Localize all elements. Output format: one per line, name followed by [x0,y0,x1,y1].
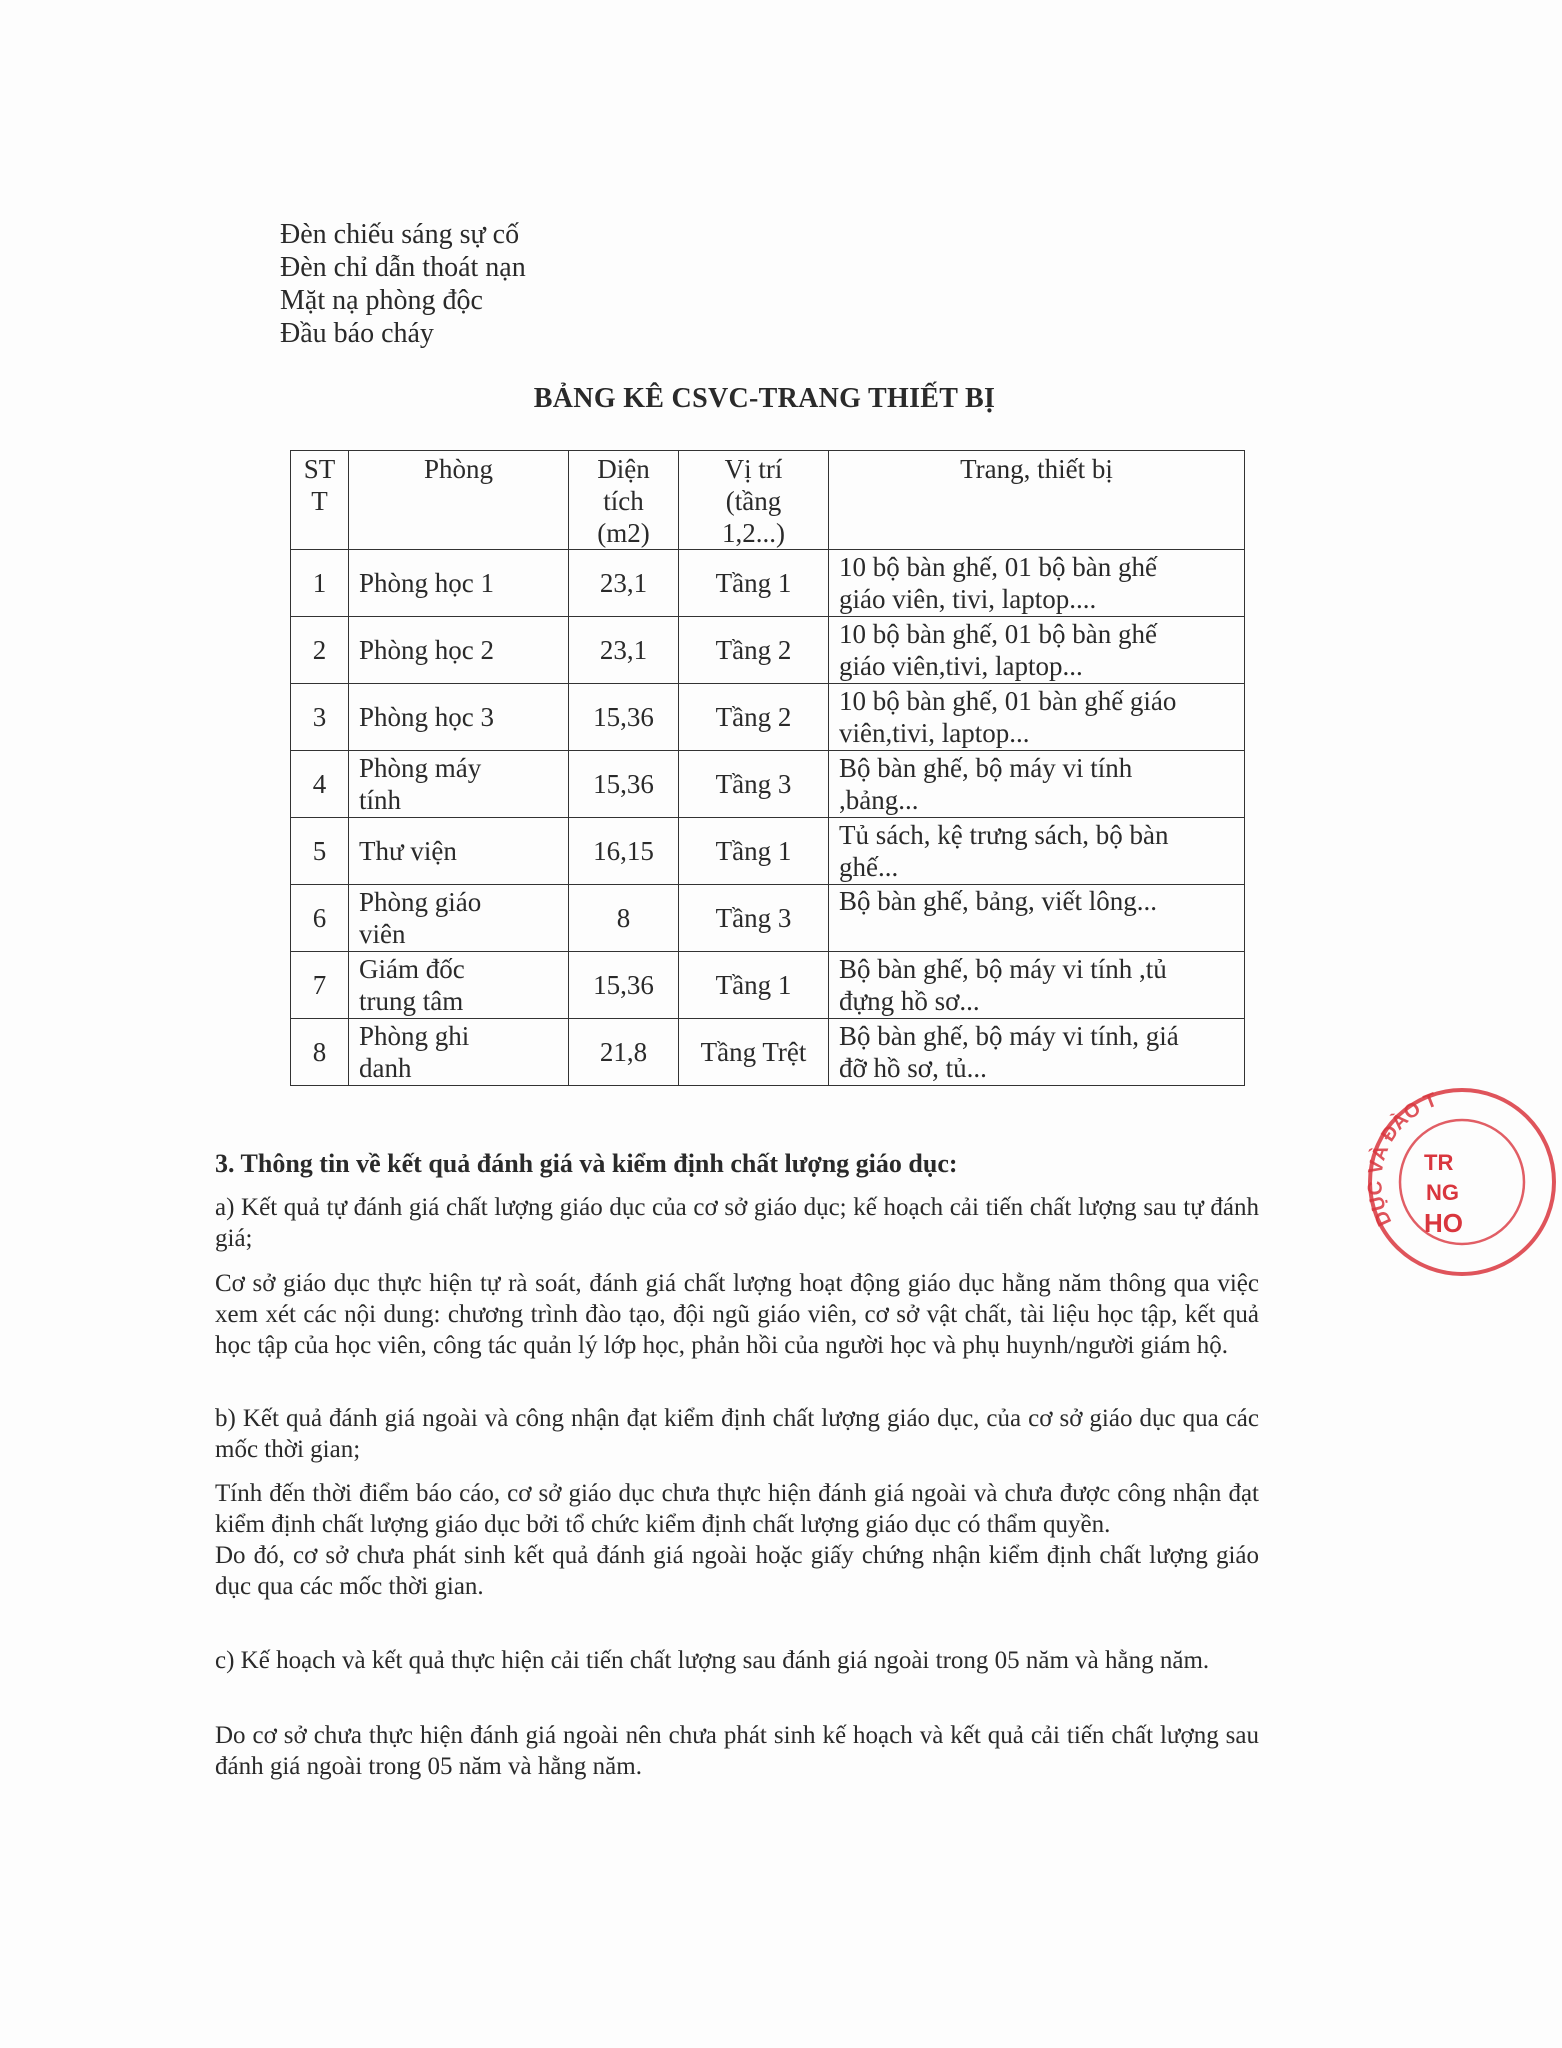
cell-position: Tầng 1 [679,818,829,885]
cell-equipment: 10 bộ bàn ghế, 01 bộ bàn ghế giáo viên,tivi, laptop... [829,617,1245,684]
cell-room: Phòng ghi danh [349,1019,569,1086]
cell-stt: 6 [291,885,349,952]
cell-area: 8 [569,885,679,952]
table-title: BẢNG KÊ CSVC-TRANG THIẾT BỊ [533,383,996,414]
svg-text:NG: NG [1426,1180,1459,1205]
cell-room: Thư viện [349,818,569,885]
table-row [291,1019,1245,1086]
cell-stt: 2 [291,617,349,684]
cell-area: 23,1 [569,617,679,684]
paragraph: b) Kết quả đánh giá ngoài và công nhận đạt kiểm định chất lượng giáo dục, của cơ sở giáo dục qua các mốc thời gian; [215,1405,1259,1463]
header-stt: ST T [291,451,349,550]
section-heading: 3. Thông tin về kết quả đánh giá và kiểm định chất lượng giáo dục: [215,1149,958,1178]
equipment-item: Đèn chiếu sáng sự cố [280,219,520,250]
cell-stt: 8 [291,1019,349,1086]
cell-area: 16,15 [569,818,679,885]
cell-equipment: Bộ bàn ghế, bộ máy vi tính, giá đỡ hồ sơ, tủ... [829,1019,1245,1086]
paragraph: Cơ sở giáo dục thực hiện tự rà soát, đánh giá chất lượng hoạt động giáo dục hằng năm thông qua việc xem xét các nội dung: chương trình đào tạo, đội ngũ giáo viên, cơ sở vật chất, tài liệu học tập, kết quả học tập của học viên, công tác quản lý lớp học, phản hồi của người học và phụ huynh/người giám hộ. [215,1270,1259,1359]
paragraph: c) Kế hoạch và kết quả thực hiện cải tiến chất lượng sau đánh giá ngoài trong 05 năm và hằng năm. [215,1647,1210,1674]
cell-stt: 3 [291,684,349,751]
cell-area: 15,36 [569,684,679,751]
cell-stt: 4 [291,751,349,818]
paragraph: Tính đến thời điểm báo cáo, cơ sở giáo dục chưa thực hiện đánh giá ngoài và chưa được công nhận đạt kiểm định chất lượng giáo dục bởi tổ chức kiểm định chất lượng giáo dục có thẩm quyền. [215,1480,1259,1538]
cell-position: Tầng Trệt [679,1019,829,1086]
cell-position: Tầng 1 [679,952,829,1019]
cell-room: Giám đốc trung tâm [349,952,569,1019]
table-row [291,885,1245,952]
facilities-table [290,450,1245,1086]
cell-area: 15,36 [569,751,679,818]
cell-position: Tầng 3 [679,885,829,952]
cell-position: Tầng 2 [679,684,829,751]
section-3 [215,1148,1259,1179]
cell-equipment: Tủ sách, kệ trưng sách, bộ bàn ghế... [829,818,1245,885]
cell-area: 23,1 [569,550,679,617]
cell-area: 21,8 [569,1019,679,1086]
equipment-item: Đầu báo cháy [280,318,434,349]
section-3a-title [215,1192,1259,1254]
header-area: Diện tích (m2) [569,451,679,550]
section-3b-title [215,1403,1259,1465]
cell-position: Tầng 1 [679,550,829,617]
table-row [291,751,1245,818]
table-row [291,952,1245,1019]
cell-equipment: Bộ bàn ghế, bộ máy vi tính ,tủ đựng hồ sơ... [829,952,1245,1019]
header-room: Phòng [349,451,569,550]
equipment-item: Đèn chỉ dẫn thoát nạn [280,252,526,283]
cell-position: Tầng 2 [679,617,829,684]
table-row [291,684,1245,751]
table-row [291,550,1245,617]
paragraph: a) Kết quả tự đánh giá chất lượng giáo dục của cơ sở giáo dục; kế hoạch cải tiến chất lượng sau tự đánh giá; [215,1194,1259,1252]
cell-room: Phòng máy tính [349,751,569,818]
table-row [291,617,1245,684]
red-seal-stamp [1362,1082,1562,1282]
cell-area: 15,36 [569,952,679,1019]
cell-position: Tầng 3 [679,751,829,818]
cell-equipment: 10 bộ bàn ghế, 01 bộ bàn ghế giáo viên, tivi, laptop.... [829,550,1245,617]
cell-room: Phòng học 2 [349,617,569,684]
cell-stt: 5 [291,818,349,885]
header-equipment: Trang, thiết bị [829,451,1245,550]
section-3b-body [215,1478,1259,1602]
cell-room: Phòng giáo viên [349,885,569,952]
paragraph: Do cơ sở chưa thực hiện đánh giá ngoài nên chưa phát sinh kế hoạch và kết quả cải tiến chất lượng sau đánh giá ngoài trong 05 năm và hằng năm. [215,1722,1259,1780]
fire-safety-equipment-list [280,218,526,350]
section-3c-body [215,1720,1259,1782]
section-3c-title [215,1645,1259,1676]
cell-room: Phòng học 1 [349,550,569,617]
header-position: Vị trí (tầng 1,2...) [679,451,829,550]
cell-stt: 7 [291,952,349,1019]
cell-room: Phòng học 3 [349,684,569,751]
svg-text:HO: HO [1424,1208,1463,1238]
svg-text:TR: TR [1424,1150,1454,1175]
cell-equipment: Bộ bàn ghế, bộ máy vi tính ,bảng... [829,751,1245,818]
cell-equipment: Bộ bàn ghế, bảng, viết lông... [829,885,1245,952]
cell-equipment: 10 bộ bàn ghế, 01 bàn ghế giáo viên,tivi, laptop... [829,684,1245,751]
paragraph: Do đó, cơ sở chưa phát sinh kết quả đánh giá ngoài hoặc giấy chứng nhận kiểm định chất lượng giáo dục qua các mốc thời gian. [215,1542,1259,1600]
table-row [291,818,1245,885]
equipment-item: Mặt nạ phòng độc [280,285,483,316]
section-3a-body [215,1268,1259,1361]
table-header-row [291,451,1245,550]
cell-stt: 1 [291,550,349,617]
svg-text:DỤC VÀ ĐÀO T: DỤC VÀ ĐÀO T [1364,1088,1441,1230]
